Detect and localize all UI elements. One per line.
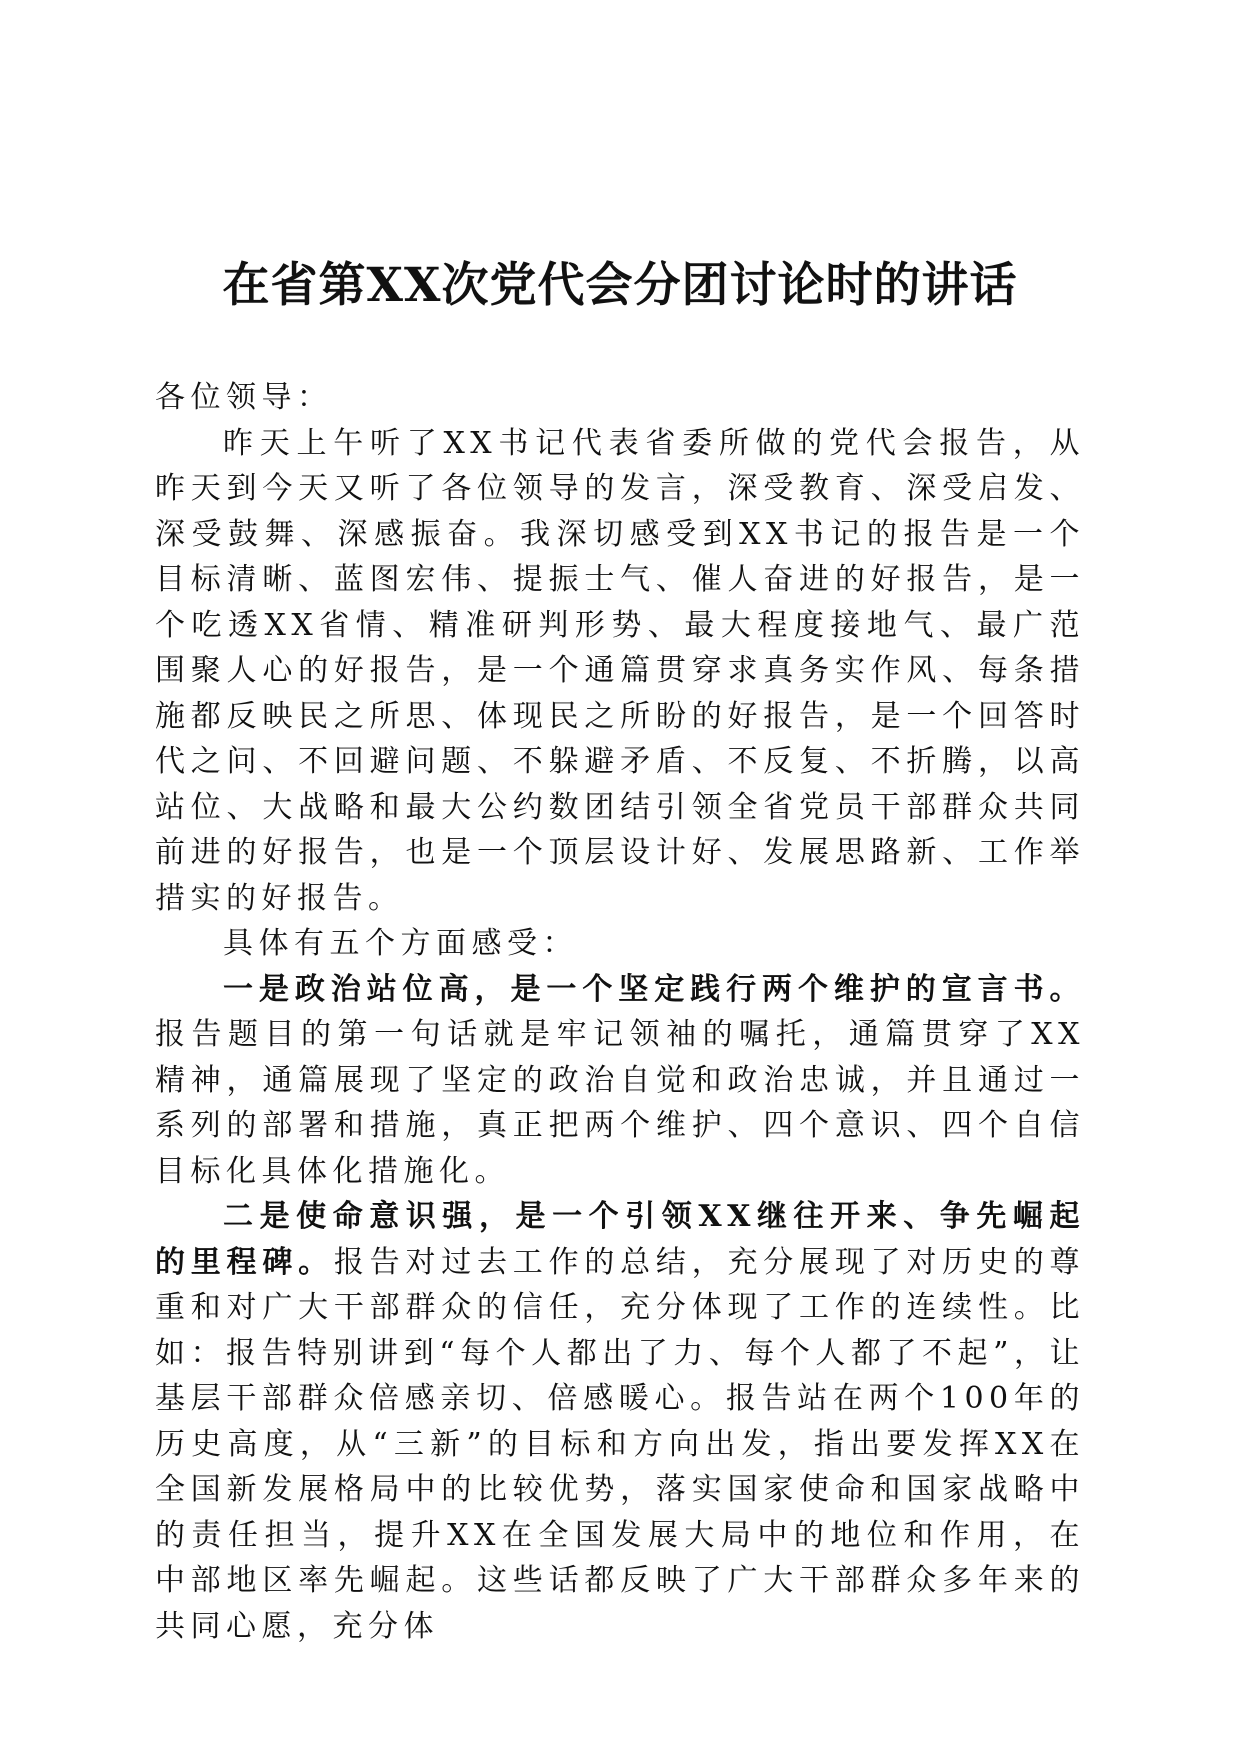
- document-title: 在省第XX次党代会分团讨论时的讲话: [222, 258, 1018, 313]
- paragraph-point-one: [155, 967, 1085, 1195]
- paragraph-lead: 一是政治站位高，是一个坚定践行两个维护的宣言书。: [223, 971, 1085, 1007]
- paragraph-text: 报告对过去工作的总结，充分展现了对历史的尊重和对广大干部群众的信任，充分体现了工作的连续性。比如：报告特别讲到“每个人都出了力、每个人都了不起”，让基层干部群众倍感亲切、倍感暖心。报告站在两个100年的历史高度，从“三新”的目标和方向出发，指出要发挥XX在全国新发展格局中的比较优势，落实国家使命和国家战略中的责任担当，提升XX在全国发展大局中的地位和作用，在中部地区率先崛起。这些话都反映了广大干部群众多年来的共同心愿，充分体: [155, 1244, 1086, 1644]
- paragraph-lead: 二是使命意识强，是一个引领XX继往开来、争先崛起的里程碑。: [155, 1199, 1085, 1280]
- paragraph-intro: [155, 421, 1085, 922]
- paragraph-text: 报告题目的第一句话就是牢记领袖的嘱托，通篇贯穿了XX精神，通篇展现了坚定的政治自觉和政治忠诚，并且通过一系列的部署和措施，真正把两个维护、四个意识、四个自信目标化具体化措施化。: [155, 1017, 1085, 1189]
- paragraph-point-two: [155, 1194, 1085, 1649]
- paragraph-text: 昨天上午听了XX书记代表省委所做的党代会报告，从昨天到今天又听了各位领导的发言，深受教育、深受启发、深受鼓舞、深感振奋。我深切感受到XX书记的报告是一个目标清晰、蓝图宏伟、提振士气、催人奋进的好报告，是一个吃透XX省情、精准研判形势、最大程度接地气、最广范围聚人心的好报告，是一个通篇贯穿求真务实作风、每条措施都反映民之所思、体现民之所盼的好报告，是一个回答时代之问、不回避问题、不躲避矛盾、不反复、不折腾，以高站位、大战略和最大公约数团结引领全省党员干部群众共同前进的好报告，也是一个顶层设计好、发展思路新、工作举措实的好报告。: [155, 425, 1085, 916]
- paragraph-overview: [155, 921, 1085, 967]
- salutation: 各位领导：: [155, 380, 333, 415]
- document-body: [155, 375, 1085, 1649]
- paragraph-text: 具体有五个方面感受：: [223, 926, 578, 961]
